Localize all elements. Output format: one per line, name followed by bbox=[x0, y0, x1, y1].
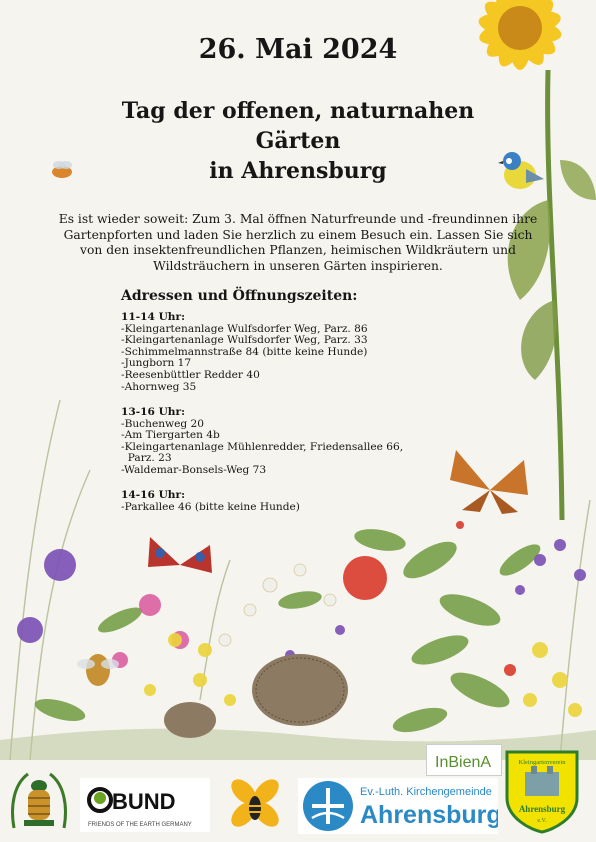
event-date: 26. Mai 2024 bbox=[198, 34, 398, 65]
headline-line: Tag der offenen, naturnahen bbox=[121, 98, 475, 124]
address-item: -Buchenweg 20 bbox=[121, 417, 205, 430]
address-item: -Ahornweg 35 bbox=[121, 380, 197, 393]
verein-top: Kleingartenverein bbox=[518, 759, 566, 766]
address-item: -Kleingartenanlage Mühlenredder, Friedensallee 66, bbox=[121, 440, 404, 453]
bund-logo-graphic bbox=[80, 778, 210, 832]
verein-bottom: Ahrensburg bbox=[518, 804, 566, 814]
inbiena-name: InBienA bbox=[435, 754, 492, 771]
time-slot-label: 11-14 Uhr: bbox=[121, 311, 186, 323]
time-slot-label: 13-16 Uhr: bbox=[121, 406, 186, 418]
kirchengemeinde-logo bbox=[298, 778, 498, 834]
kleingartenverein-logo bbox=[503, 748, 581, 834]
time-group bbox=[121, 407, 403, 477]
kleingartenverein-crest-icon bbox=[503, 748, 581, 834]
address-item: -Jungborn 17 bbox=[121, 357, 192, 370]
hedgehog-icon bbox=[164, 654, 348, 738]
inbiena-logo-graphic bbox=[427, 745, 501, 775]
time-slot-label: 14-16 Uhr: bbox=[121, 489, 186, 501]
addresses-heading: Adressen und Öffnungszeiten: bbox=[121, 288, 358, 304]
address-item: Parz. 23 bbox=[121, 452, 172, 465]
address-item: -Am Tiergarten 4b bbox=[121, 429, 220, 442]
kirche-line2: Ahrensburg bbox=[360, 801, 498, 829]
inbiena-logo bbox=[426, 744, 502, 776]
bee-flower-icon bbox=[222, 770, 288, 836]
intro-line: Es ist wieder soweit: Zum 3. Mal öffnen Naturfreunde und -freundinnen ihre bbox=[58, 212, 538, 226]
kirchengemeinde-logo-graphic bbox=[298, 778, 498, 834]
bee-flower-logo bbox=[222, 770, 288, 836]
headline-line: Gärten bbox=[255, 128, 341, 154]
event-headline bbox=[0, 96, 596, 186]
headline-line: in Ahrensburg bbox=[209, 158, 387, 184]
butterfly-icon bbox=[148, 537, 212, 573]
bund-name: BUND bbox=[112, 789, 176, 814]
time-group bbox=[121, 312, 368, 393]
time-group bbox=[121, 490, 300, 513]
intro-line: Gartenpforten und laden Sie herzlich zu einem Besuch ein. Lassen Sie sich bbox=[63, 227, 533, 242]
intro-line: Wildsträuchern in unseren Gärten inspirieren. bbox=[153, 258, 443, 273]
address-item: -Waldemar-Bonsels-Weg 73 bbox=[121, 463, 267, 476]
address-item: -Kleingartenanlage Wulfsdorfer Weg, Parz. 86 bbox=[121, 322, 368, 335]
bund-subtitle: FRIENDS OF THE EARTH GERMANY bbox=[88, 822, 192, 828]
kirche-line1: Ev.-Luth. Kirchengemeinde bbox=[360, 786, 492, 798]
verein-suffix: e.V. bbox=[537, 818, 547, 824]
address-item: -Parkallee 46 (bitte keine Hunde) bbox=[121, 500, 300, 513]
bund-logo bbox=[80, 778, 210, 832]
beehive-logo bbox=[8, 766, 70, 836]
intro-text bbox=[8, 212, 588, 274]
butterfly-icon bbox=[450, 450, 528, 514]
address-item: -Reesenbüttler Redder 40 bbox=[121, 368, 260, 381]
address-item: -Schimmelmannstraße 84 (bitte keine Hunde) bbox=[121, 345, 368, 358]
beehive-icon bbox=[8, 766, 70, 836]
address-item: -Kleingartenanlage Wulfsdorfer Weg, Parz. 33 bbox=[121, 334, 368, 347]
intro-line: von den insektenfreundlichen Pflanzen, heimischen Wildkräutern und bbox=[80, 243, 516, 257]
